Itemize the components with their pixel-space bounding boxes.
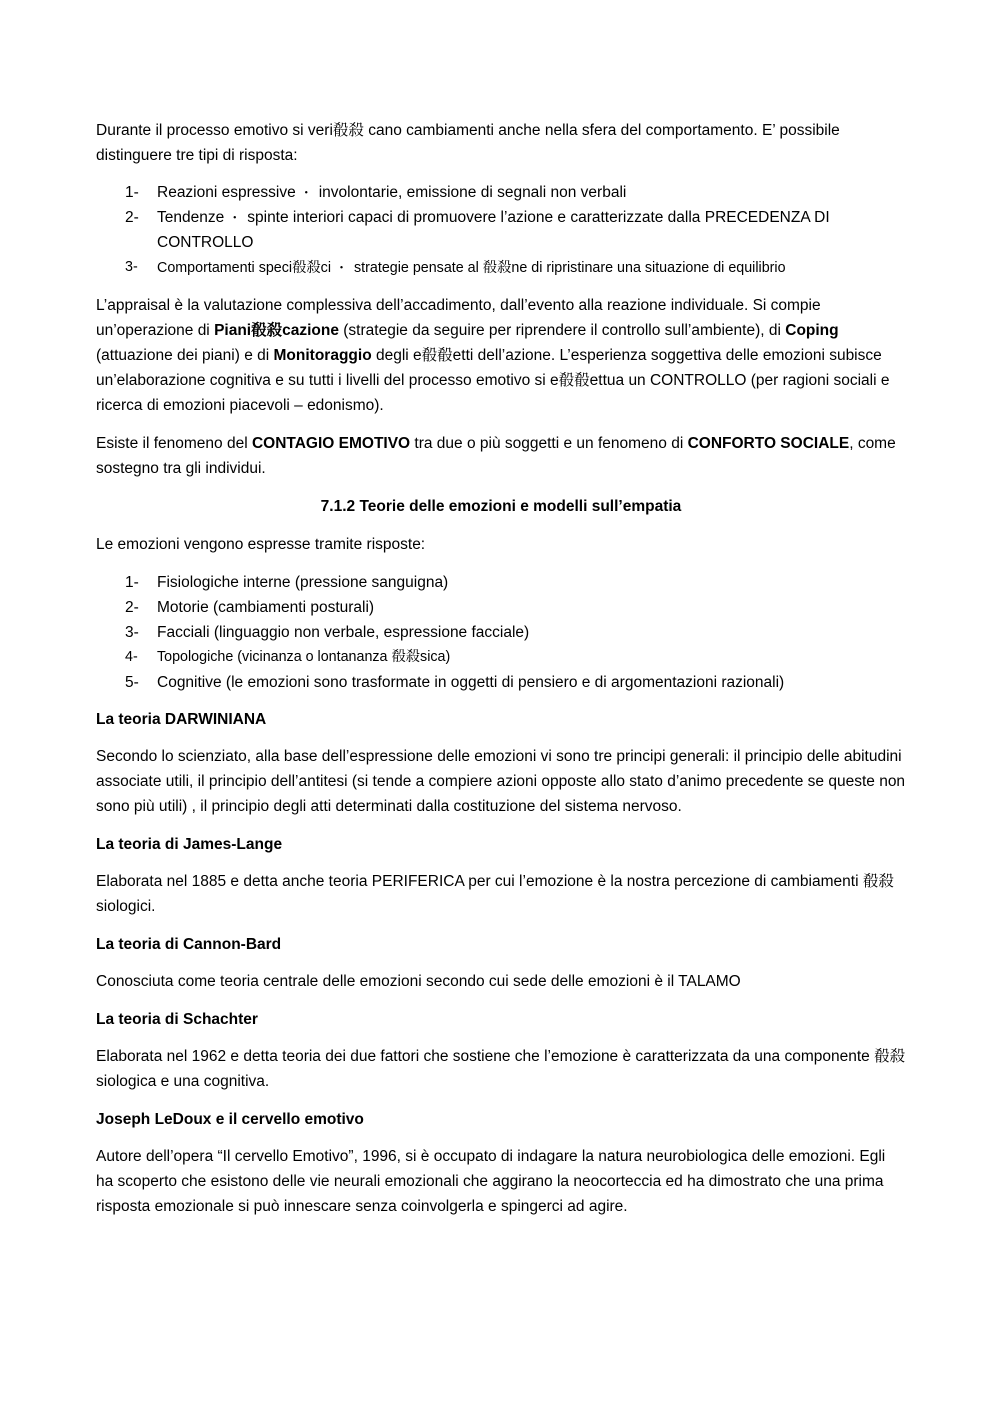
text-run: tra due o più soggetti e un fenomeno di xyxy=(410,435,688,452)
text-run: , come sostegno tra gli individui. xyxy=(96,435,896,477)
theory-heading: La teoria di Schachter xyxy=(96,1011,258,1028)
text-run: L’appraisal è la valutazione complessiva dell’accadimento, dall’evento alla reazione individuale. Si compie un’operazione di xyxy=(96,297,821,339)
list-item-text: spinte interiori capaci di promuovere l’azione e caratterizzate dalla PRECEDENZA DI CONTROLLO xyxy=(157,209,830,251)
text-run: (attuazione dei piani) e di xyxy=(96,347,274,364)
list-item xyxy=(96,670,906,695)
list-separator: ・ xyxy=(335,260,349,275)
bold-term-contagio: CONTAGIO EMOTIVO xyxy=(251,435,411,452)
list-item xyxy=(96,255,906,281)
theory-heading: La teoria di James-Lange xyxy=(96,836,283,853)
list-item xyxy=(96,570,906,595)
list-item-label: Comportamenti speci殽殺ci xyxy=(157,260,331,276)
intro-paragraph: Durante il processo emotivo si veri殽殺 cano cambiamenti anche nella sfera del comportamento. E’ possibile distinguere tre tipi di risposta: xyxy=(96,122,840,164)
theory-heading: Joseph LeDoux e il cervello emotivo xyxy=(96,1111,364,1128)
text-run: Esiste il fenomeno del xyxy=(96,435,252,452)
theory-body: Elaborata nel 1962 e detta teoria dei due fattori che sostiene che l’emozione è caratterizzata da una componente 殽殺siologica e una cognitiva. xyxy=(96,1048,906,1090)
theory-body: Autore dell’opera “Il cervello Emotivo”, 1996, si è occupato di indagare la natura neurobiologica delle emozioni. Egli ha scoperto che esistono delle vie neurali emozionali che aggirano la neocorteccia ed ha dimostrato che una prima risposta emozionale si può innescare senza coinvolgerla e spingerci ad agire. xyxy=(96,1148,886,1215)
list-item xyxy=(96,645,906,670)
list-item-text: Cognitive (le emozioni sono trasformate in oggetti di pensiero e di argomentazioni razionali) xyxy=(157,674,785,691)
text-run: (strategie da seguire per riprendere il controllo sull’ambiente), di xyxy=(338,322,786,339)
theory-heading: La teoria DARWINIANA xyxy=(96,711,267,728)
list-number: 3- xyxy=(125,259,138,275)
list-item-text: involontarie, emissione di segnali non verbali xyxy=(318,184,627,201)
section-title: 7.1.2 Teorie delle emozioni e modelli sull’empatia xyxy=(320,498,682,515)
appraisal-paragraph xyxy=(96,293,906,418)
theory-body: Secondo lo scienziato, alla base dell’espressione delle emozioni vi sono tre principi generali: il principio delle abitudini associate utili, il principio dell’antitesi (si tende a compiere azioni opposte allo stato d’animo precedente se queste non sono più utili) , il principio degli atti determinati dalla costituzione del sistema nervoso. xyxy=(96,748,906,815)
list-number: 5- xyxy=(125,674,139,691)
list-item xyxy=(96,180,906,205)
list-item-text: Motorie (cambiamenti posturali) xyxy=(157,599,375,616)
list-number: 4- xyxy=(125,649,138,665)
list-item-text: Fisiologiche interne (pressione sanguigna) xyxy=(157,574,449,591)
list-number: 1- xyxy=(125,574,139,591)
list-number: 3- xyxy=(125,624,139,641)
document-page xyxy=(96,118,906,1232)
responses-intro: Le emozioni vengono espresse tramite risposte: xyxy=(96,536,426,553)
list-number: 1- xyxy=(125,184,139,201)
list-number: 2- xyxy=(125,599,139,616)
bold-term-pianificazione: Piani殽殺cazione xyxy=(214,322,339,339)
text-run: degli e殽殽etti dell’azione. L’esperienza soggettiva delle emozioni subisce un’elaborazione cognitiva e su tutti i livelli del processo emotivo si e殽殽ettua un CONTROLLO (per ragioni sociali e ricerca di emozioni piacevoli – edonismo). xyxy=(96,347,890,414)
list-item xyxy=(96,620,906,645)
list-item-text: Facciali (linguaggio non verbale, espressione facciale) xyxy=(157,624,530,641)
bold-term-coping: Coping xyxy=(785,322,839,339)
list-item-text: Topologiche (vicinanza o lontananza 殽殺sica) xyxy=(157,649,451,665)
theory-body: Elaborata nel 1885 e detta anche teoria PERIFERICA per cui l’emozione è la nostra percezione di cambiamenti 殽殺siologici. xyxy=(96,873,894,915)
list-separator: ・ xyxy=(299,185,313,200)
list-item-label: Reazioni espressive xyxy=(157,184,296,201)
contagio-paragraph xyxy=(96,431,906,481)
list-item xyxy=(96,595,906,620)
response-types-list xyxy=(96,180,906,281)
theory-heading: La teoria di Cannon-Bard xyxy=(96,936,282,953)
theory-body: Conosciuta come teoria centrale delle emozioni secondo cui sede delle emozioni è il TALAMO xyxy=(96,973,741,990)
bold-term-monitoraggio: Monitoraggio xyxy=(273,347,372,364)
list-item xyxy=(96,205,906,255)
expression-types-list xyxy=(96,570,906,695)
bold-term-conforto: CONFORTO SOCIALE xyxy=(687,435,850,452)
list-number: 2- xyxy=(125,209,139,226)
list-item-text: strategie pensate al 殽殺ne di ripristinare una situazione di equilibrio xyxy=(354,260,786,276)
list-item-label: Tendenze xyxy=(157,209,225,226)
list-separator: ・ xyxy=(228,210,242,225)
